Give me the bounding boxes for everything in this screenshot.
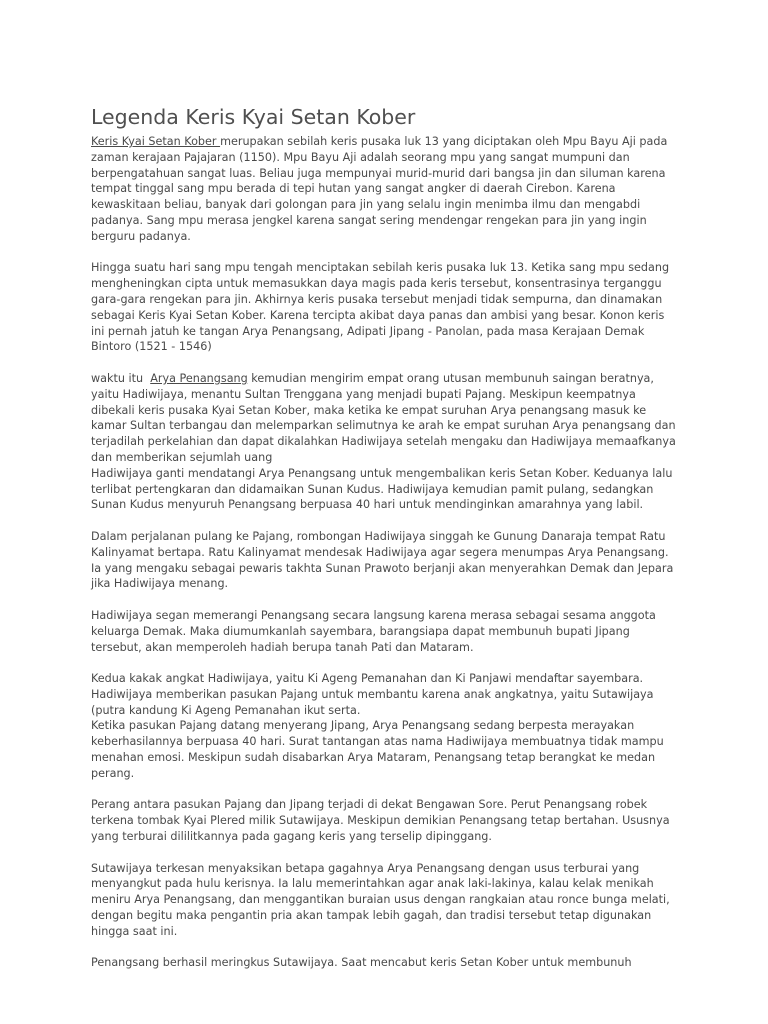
paragraph-2: Hingga suatu hari sang mpu tengah menciptakan sebilah keris pusaka luk 13. Ketika sang mpu sedang mengheningkan cipta untuk memasukkan daya magis pada keris tersebut, konsentrasinya terganggu gara-gara rengekan para jin. Akhirnya keris pusaka tersebut menjadi tidak sempurna, dan dinamakan sebagai Keris Kyai Setan Kober. Karena tercipta akibat daya panas dan ambisi yang besar. Konon keris ini pernah jatuh ke tangan Arya Penangsang, Adipati Jipang - Panolan, pada masa Kerajaan Demak Bintoro (1521 - 1546) xyxy=(91,261,670,354)
paragraph-5: Dalam perjalanan pulang ke Pajang, rombongan Hadiwijaya singgah ke Gunung Danaraja tempat Ratu Kalinyamat bertapa. Ratu Kalinyamat mendesak Hadiwijaya agar segera menumpas Arya Penangsang. Ia yang mengaku sebagai pewaris takhta Sunan Prawoto berjanji akan menyerahkan Demak dan Jepara jika Hadiwijaya menang. xyxy=(91,529,674,591)
arya-penangsang-link[interactable]: Arya Penangsang xyxy=(150,371,248,385)
paragraph-11: Penangsang berhasil meringkus Sutawijaya. Saat mencabut keris Setan Kober untuk membunuh xyxy=(91,956,632,970)
paragraph-4: Hadiwijaya ganti mendatangi Arya Penangsang untuk mengembalikan keris Setan Kober. Keduanya lalu terlibat pertengkaran dan didamaikan Sunan Kudus. Hadiwijaya kemudian pamit pulang, sedangkan Sunan Kudus menyuruh Penangsang berpuasa 40 hari untuk mendinginkan amarahnya yang labil. xyxy=(91,466,673,512)
article-title: Legenda Keris Kyai Setan Kober xyxy=(91,105,416,129)
paragraph-3-lead: waktu itu xyxy=(91,371,151,385)
keris-kyai-setan-kober-link[interactable]: Keris Kyai Setan Kober xyxy=(91,135,221,148)
paragraph-8: Ketika pasukan Pajang datang menyerang Jipang, Arya Penangsang sedang berpesta merayakan keberhasilannya berpuasa 40 hari. Surat tantangan atas nama Hadiwijaya membuatnya tidak mampu menahan emosi. Meskipun sudah disabarkan Arya Mataram, Penangsang tetap berangkat ke medan perang. xyxy=(91,719,664,780)
paragraph-9: Perang antara pasukan Pajang dan Jipang terjadi di dekat Bengawan Sore. Perut Penangsang robek terkena tombak Kyai Plered milik Sutawijaya. Meskipun demikian Penangsang tetap bertahan. Ususnya yang terburai dililitkannya pada gagang keris yang terselip dipinggang. xyxy=(91,798,670,844)
article-body xyxy=(91,104,676,987)
paragraph-10: Sutawijaya terkesan menyaksikan betapa gagahnya Arya Penangsang dengan usus terburai yang menyangkut pada hulu kerisnya. Ia lalu memerintahkan agar anak laki-lakinya, kalau kelak menikah meniru Arya Penangsang, dan menggantikan buraian usus dengan rangkaian atau ronce bunga melati, dengan begitu maka pengantin pria akan tampak lebih gagah, dan tradisi tersebut tetap digunakan hingga saat ini. xyxy=(91,861,670,938)
paragraph-7: Kedua kakak angkat Hadiwijaya, yaitu Ki Ageng Pemanahan dan Ki Panjawi mendaftar sayembara. Hadiwijaya memberikan pasukan Pajang untuk membantu karena anak angkatnya, yaitu Sutawijaya (putra kandung Ki Ageng Pemanahan ikut serta. xyxy=(91,672,654,717)
paragraph-6: Hadiwijaya segan memerangi Penangsang secara langsung karena merasa sebagai sesama anggota keluarga Demak. Maka diumumkanlah sayembara, barangsiapa dapat membunuh bupati Jipang tersebut, akan memperoleh hadiah berupa tanah Pati dan Mataram. xyxy=(91,608,656,654)
paragraph-3 xyxy=(91,371,676,466)
paragraph-3-text: kemudian mengirim empat orang utusan membunuh saingan beratnya, yaitu Hadiwijaya, menantu Sultan Trenggana yang menjadi bupati Pajang. Meskipun keempatnya dibekali keris pusaka Kyai Setan Kober, maka ketika ke empat suruhan Arya penangsang masuk ke kamar Sultan terbangau dan melemparkan selimutnya ke arah ke empat suruhan Arya penangsang dan terjadilah perkelahian dan dapat dikalahkan Hadiwijaya setelah mengaku dan Hadiwijaya memaafkanya dan memberikan sejumlah uang xyxy=(91,371,676,464)
paragraph-1-text: merupakan sebilah keris pusaka luk 13 yang diciptakan oleh Mpu Bayu Aji pada zaman kerajaan Pajajaran (1150). Mpu Bayu Aji adalah seorang mpu yang sangat mumpuni dan berpengatahuan sangat luas. Beliau juga mempunyai murid-murid dari bangsa jin dan siluman karena tempat tinggal sang mpu berada di tepi hutan yang sangat angker di daerah Cirebon. Karena kewaskitaan beliau, banyak dari golongan para jin yang selalu ingin menimba ilmu dan mengabdi padanya. Sang mpu merasa jengkel karena sangat sering mendengar rengekan para jin yang ingin berguru padanya. xyxy=(91,135,668,243)
paragraph-1 xyxy=(91,134,676,245)
